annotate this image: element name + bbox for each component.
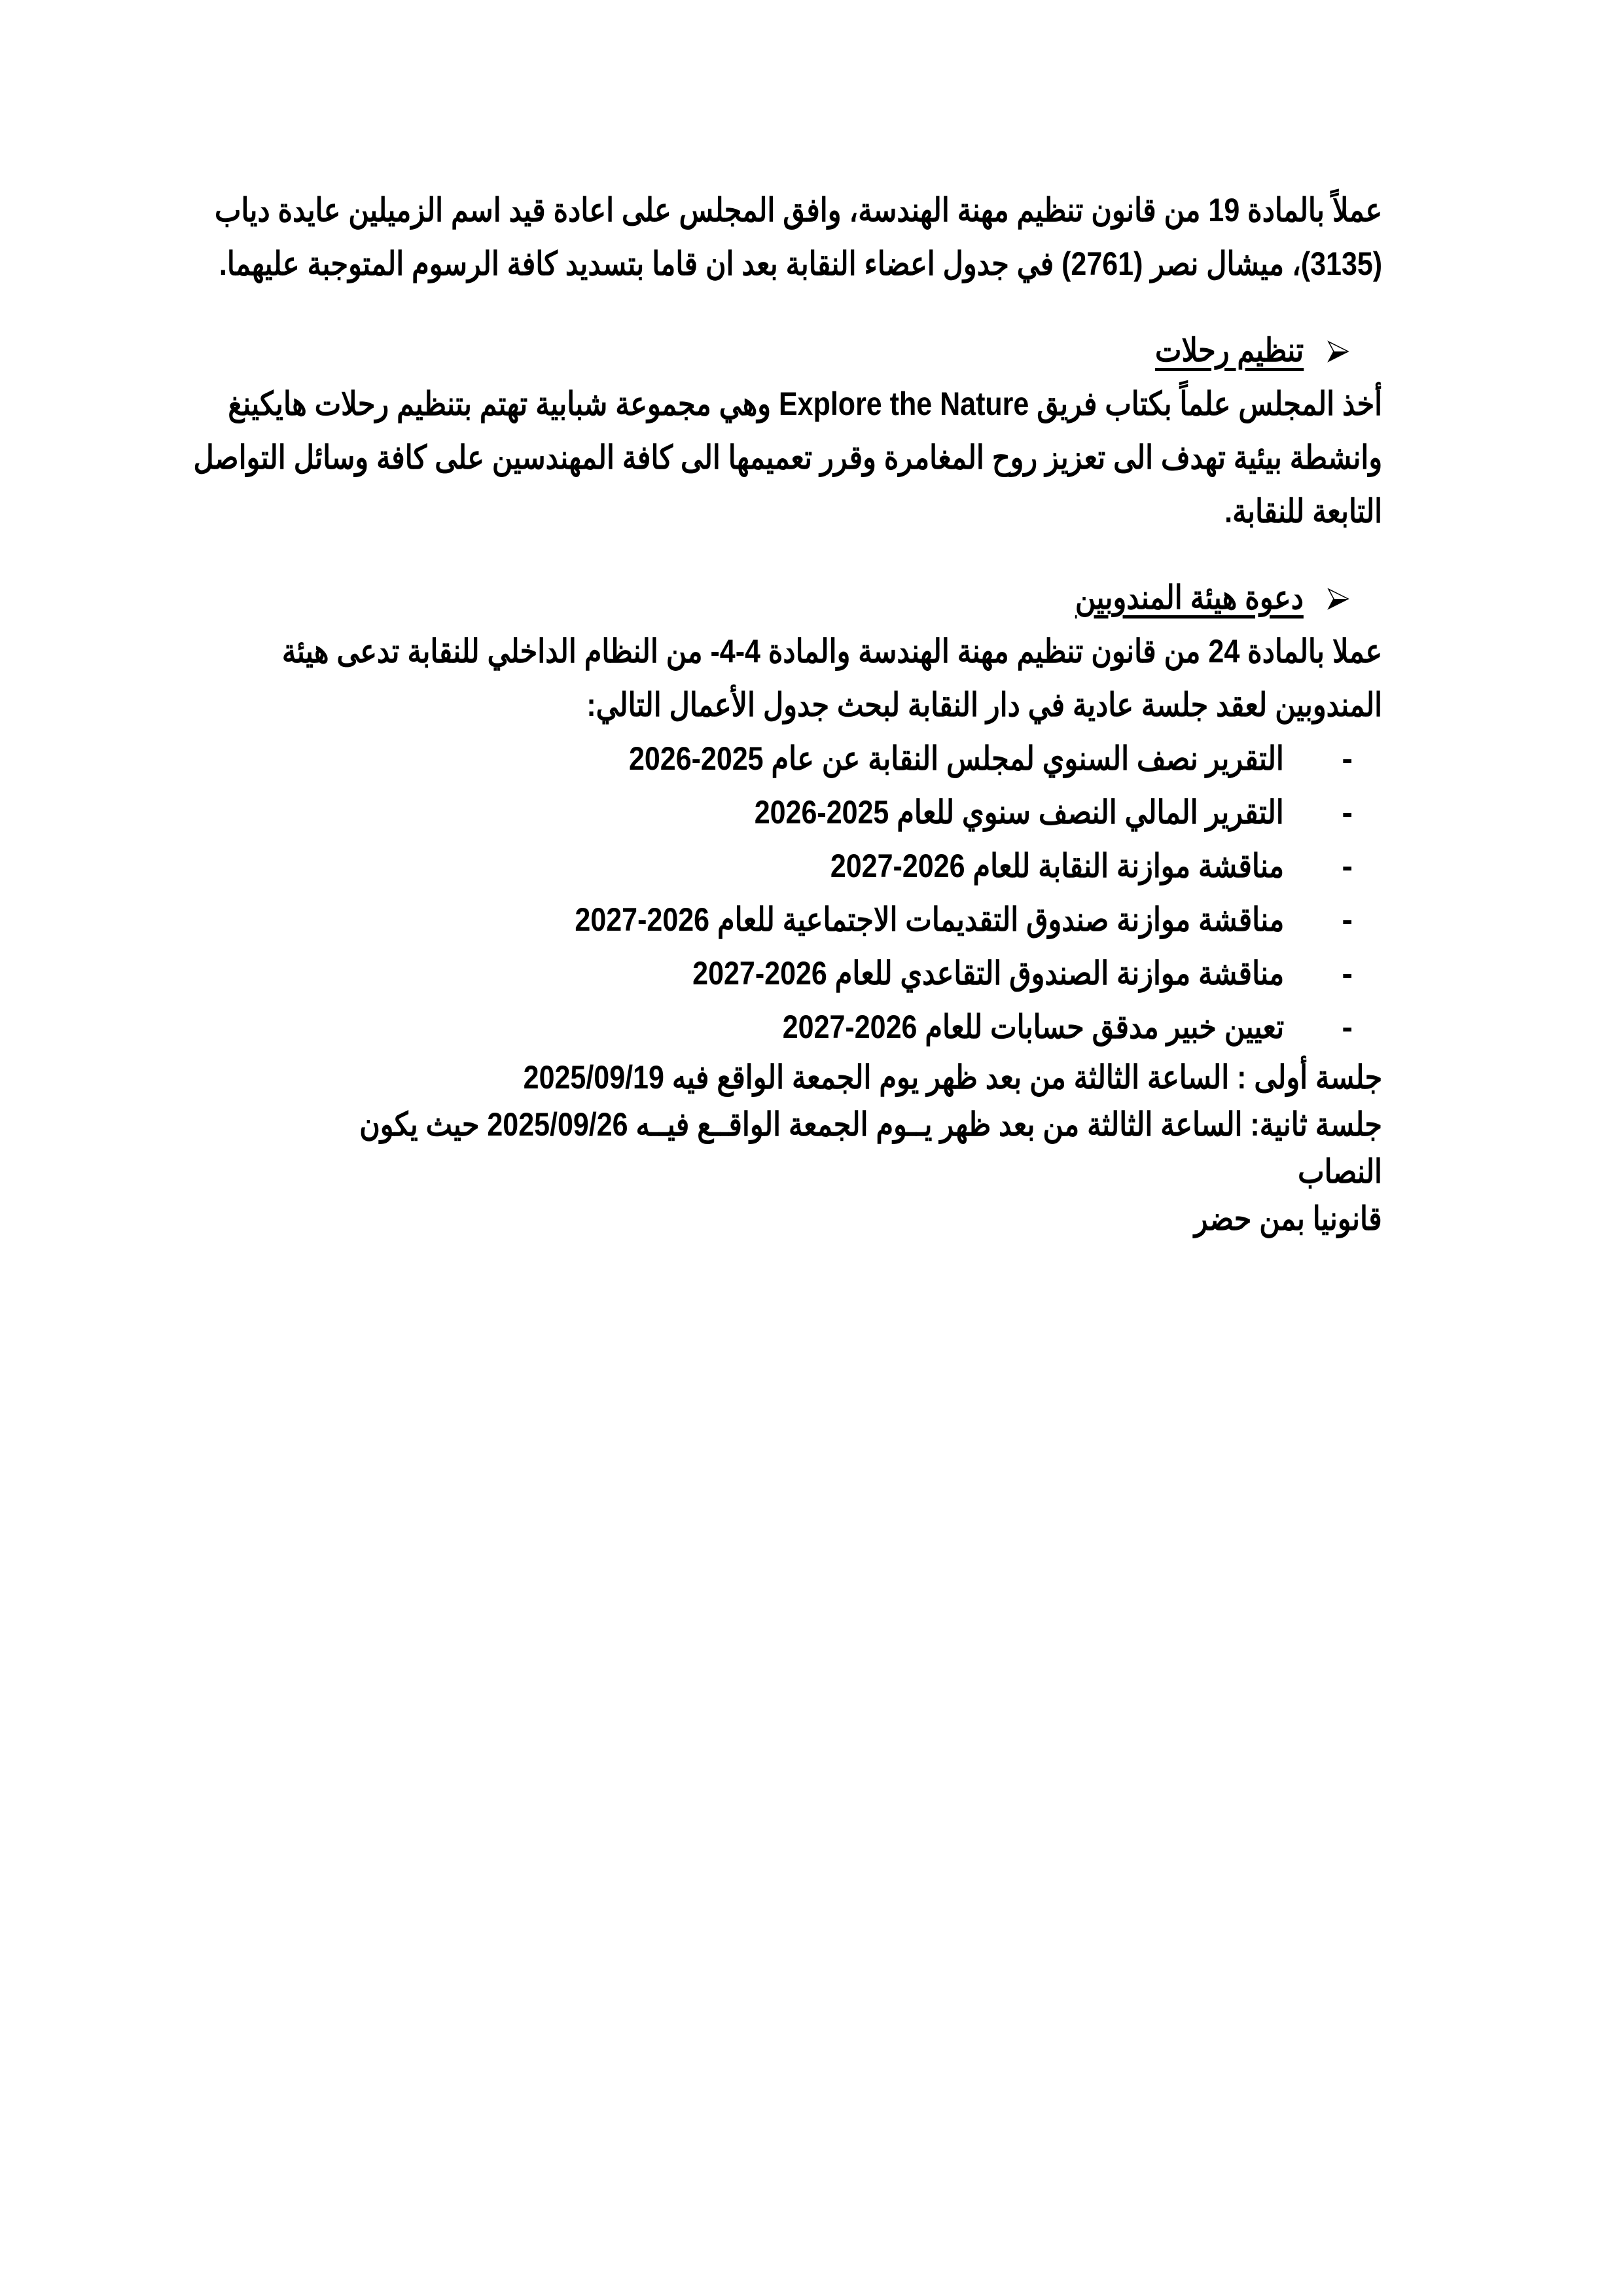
agenda-item xyxy=(157,1000,1382,1054)
paragraph-line: وانشطة بيئية تهدف الى تعزيز روح المغامرة وقرر تعميمها الى كافة المهندسين على كافة وسائل التواصل xyxy=(193,439,1383,476)
session-second-continued xyxy=(157,1195,1382,1242)
dash-bullet: - xyxy=(1342,955,1353,992)
paragraph-line: المندوبين لعقد جلسة عادية في دار النقابة لبحث جدول الأعمال التالي: xyxy=(586,687,1382,723)
session-second-text: جلسة ثانية: الساعة الثالثة من بعد ظهر يــوم الجمعة الواقــع فيــه 2025/09/26 حيث يكون النصاب xyxy=(359,1106,1382,1190)
paragraph-line: (3135)، ميشال نصر (2761) في جدول اعضاء النقابة بعد ان قاما بتسديد كافة الرسوم المتوجبة عليهما. xyxy=(219,245,1382,282)
agenda-item-text: التقرير المالي النصف سنوي للعام 2025-2026 xyxy=(754,794,1284,831)
agenda-item xyxy=(157,839,1382,893)
agenda-item xyxy=(157,946,1382,1000)
paragraph-line: التابعة للنقابة. xyxy=(1224,493,1382,529)
agenda-item xyxy=(157,785,1382,839)
agenda-list xyxy=(157,732,1382,1054)
agenda-item-text: التقرير نصف السنوي لمجلس النقابة عن عام 2025-2026 xyxy=(629,740,1284,777)
arrow-bullet-icon xyxy=(1327,340,1349,363)
arrow-bullet-icon xyxy=(1327,588,1349,610)
dash-bullet: - xyxy=(1342,740,1353,777)
paragraph-trips xyxy=(157,377,1382,538)
section-heading-trips xyxy=(157,323,1382,377)
paragraph-line: عملا بالمادة 24 من قانون تنظيم مهنة الهندسة والمادة 4-4- من النظام الداخلي للنقابة تدعى هيئة xyxy=(281,633,1382,670)
session-second xyxy=(157,1101,1382,1195)
paragraph-line: عملاً بالمادة 19 من قانون تنظيم مهنة الهندسة، وافق المجلس على اعادة قيد اسم الزميلين عايدة دياب xyxy=(214,192,1382,228)
document-page xyxy=(157,183,1382,1242)
dash-bullet: - xyxy=(1342,848,1353,884)
agenda-item xyxy=(157,893,1382,946)
dash-bullet: - xyxy=(1342,1009,1353,1045)
dash-bullet: - xyxy=(1342,794,1353,831)
session-second-cont-text: قانونيا بمن حضر xyxy=(1194,1200,1382,1237)
section-heading-text: تنظيم رحلات xyxy=(1154,332,1304,368)
paragraph-delegates xyxy=(157,624,1382,732)
section-heading-delegates xyxy=(157,571,1382,624)
agenda-item-text: مناقشة موازنة النقابة للعام 2026-2027 xyxy=(830,848,1284,884)
session-first-text: جلسة أولى : الساعة الثالثة من بعد ظهر يوم الجمعة الواقع فيه 2025/09/19 xyxy=(523,1059,1382,1096)
agenda-item-text: مناقشة موازنة الصندوق التقاعدي للعام 2026-2027 xyxy=(692,955,1284,992)
session-first xyxy=(157,1054,1382,1101)
agenda-item xyxy=(157,732,1382,785)
section-heading-text: دعوة هيئة المندوبين xyxy=(1075,579,1304,616)
paragraph-line: أخذ المجلس علماً بكتاب فريق Explore the Nature وهي مجموعة شبابية تهتم بتنظيم رحلات هايكينغ xyxy=(228,386,1382,422)
agenda-item-text: مناقشة موازنة صندوق التقديمات الاجتماعية للعام 2026-2027 xyxy=(575,901,1284,938)
paragraph-reinstatement xyxy=(157,183,1382,291)
agenda-item-text: تعيين خبير مدقق حسابات للعام 2026-2027 xyxy=(782,1009,1284,1045)
dash-bullet: - xyxy=(1342,901,1353,938)
